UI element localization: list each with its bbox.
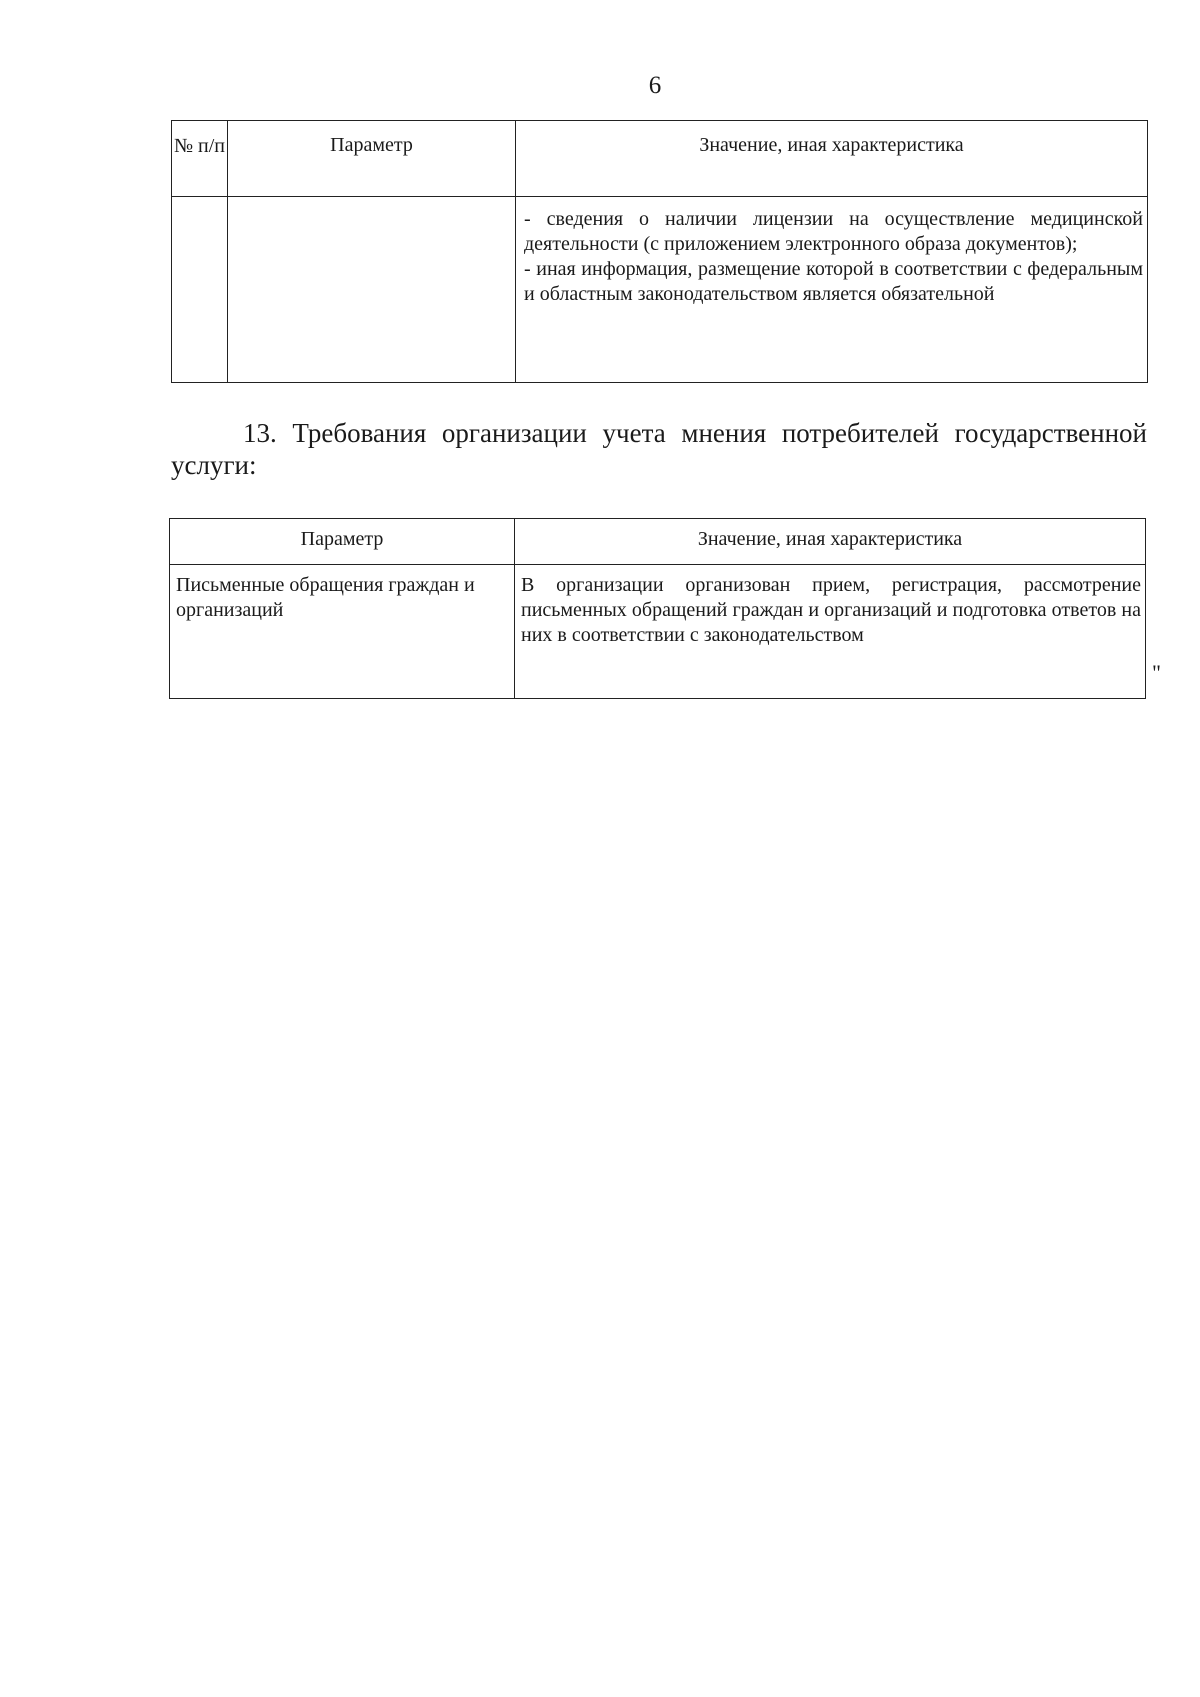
- table-header-row: [172, 121, 1148, 197]
- table-requirements-info: [171, 120, 1148, 383]
- header-param: Параметр: [170, 519, 515, 565]
- closing-quote: ": [1152, 660, 1161, 685]
- section-heading-13: 13. Требования организации учета мнения потребителей государственной услуги:: [171, 418, 1147, 480]
- table-row: [170, 565, 1146, 699]
- cell-value: [516, 197, 1148, 383]
- table-consumer-opinion: [169, 518, 1146, 699]
- cell-num: [172, 197, 228, 383]
- cell-value: В организации организован прием, регистрация, рассмотрение письменных обращений граждан и организаций и подготовка ответов на них в соответствии с законодательством: [515, 565, 1146, 699]
- value-line-license: - сведения о наличии лицензии на осуществление медицинской деятельности (с приложением электронного образа документов);: [524, 208, 1143, 255]
- page-number: 6: [648, 72, 662, 99]
- header-param: Параметр: [228, 121, 516, 197]
- header-num: № п/п: [172, 121, 228, 197]
- cell-param: [228, 197, 516, 383]
- cell-param: Письменные обращения граждан и организаций: [170, 565, 515, 699]
- value-line-other-info: - иная информация, размещение которой в соответствии с федеральным и областным законодательством является обязательной: [524, 258, 1143, 305]
- header-value: Значение, иная характеристика: [516, 121, 1148, 197]
- table-header-row: [170, 519, 1146, 565]
- header-value: Значение, иная характеристика: [515, 519, 1146, 565]
- table-row: [172, 197, 1148, 383]
